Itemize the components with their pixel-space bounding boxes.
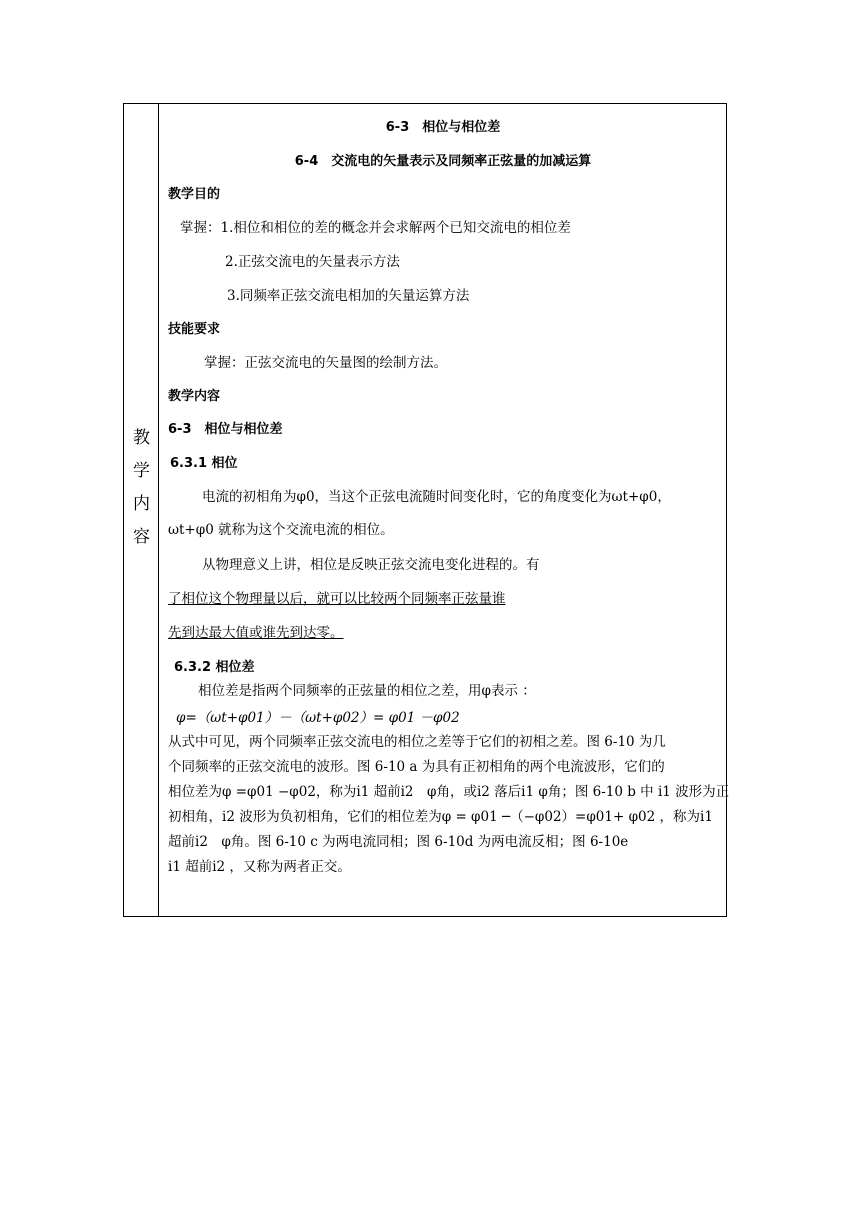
paragraph-phase-line-2: ωt+φ0 就称为这个交流电流的相位。 [168, 522, 394, 538]
goal-item-1: 掌握：1.相位和相位的差的概念并会求解两个已知交流电的相位差 [180, 220, 571, 236]
lesson-title-2: 6-4 交流电的矢量表示及同频率正弦量的加减运算 [294, 154, 592, 169]
side-label-cell [124, 104, 159, 916]
paragraph-meaning-line-1: 从物理意义上讲，相位是反映正弦交流电变化进程的。有 [202, 557, 540, 573]
phase-difference-formula: φ=（ωt+φ01）－（ωt+φ02）= φ01 －φ02 [176, 710, 460, 726]
subsection-6-3-2: 6.3.2 相位差 [174, 660, 255, 675]
lesson-table [123, 103, 730, 917]
skill-item-1: 掌握：正弦交流电的矢量图的绘制方法。 [204, 355, 447, 371]
goal-item-2: 2.正弦交流电的矢量表示方法 [225, 254, 400, 270]
side-label [124, 422, 159, 554]
side-label-char: 学 [133, 461, 150, 481]
section-heading-content: 教学内容 [168, 389, 221, 404]
subsection-6-3: 6-3 相位与相位差 [168, 422, 283, 437]
section-heading-skill: 技能要求 [168, 322, 221, 337]
side-label-char: 内 [133, 494, 150, 514]
subsection-6-3-1: 6.3.1 相位 [170, 456, 238, 471]
paragraph-figure-line-1: 从式中可见，两个同频率正弦交流电的相位之差等于它们的初相之差。图 6-10 为几 [168, 734, 666, 750]
content-cell [160, 104, 730, 916]
paragraph-meaning-line-3: 先到达最大值或谁先到达零。 [168, 625, 344, 641]
goal-item-3: 3.同频率正弦交流电相加的矢量运算方法 [227, 288, 470, 304]
paragraph-phase-line-1: 电流的初相角为φ0，当这个正弦电流随时间变化时，它的角度变化为ωt+φ0， [202, 489, 671, 505]
paragraph-meaning-line-2: 了相位这个物理量以后，就可以比较两个同频率正弦量谁 [168, 591, 506, 607]
side-label-char: 容 [133, 527, 150, 547]
side-label-char: 教 [133, 428, 150, 448]
paragraph-figure-line-4: 初相角，i2 波形为负初相角，它们的相位差为φ = φ01 ─（−φ02）=φ01+ φ02 ，称为i1 [168, 809, 713, 825]
paragraph-figure-line-5: 超前i2 φ角。图 6-10 c 为两电流同相；图 6-10d 为两电流反相；图 6-10e [168, 834, 629, 850]
paragraph-diff-line-1: 相位差是指两个同频率的正弦量的相位之差，用φ表示 ： [198, 683, 536, 699]
paragraph-figure-line-6: i1 超前i2 ，又称为两者正交。 [168, 859, 351, 875]
lesson-title-1: 6-3 相位与相位差 [385, 120, 501, 135]
paragraph-figure-line-2: 个同频率的正弦交流电的波形。图 6-10 a 为具有正初相角的两个电流波形，它们的 [168, 759, 665, 775]
section-heading-goal: 教学目的 [168, 187, 221, 202]
paragraph-figure-line-3: 相位差为φ =φ01 −φ02，称为i1 超前i2 φ角，或i2 落后i1 φ角；图 6-10 b 中 i1 波形为正 [168, 784, 730, 800]
